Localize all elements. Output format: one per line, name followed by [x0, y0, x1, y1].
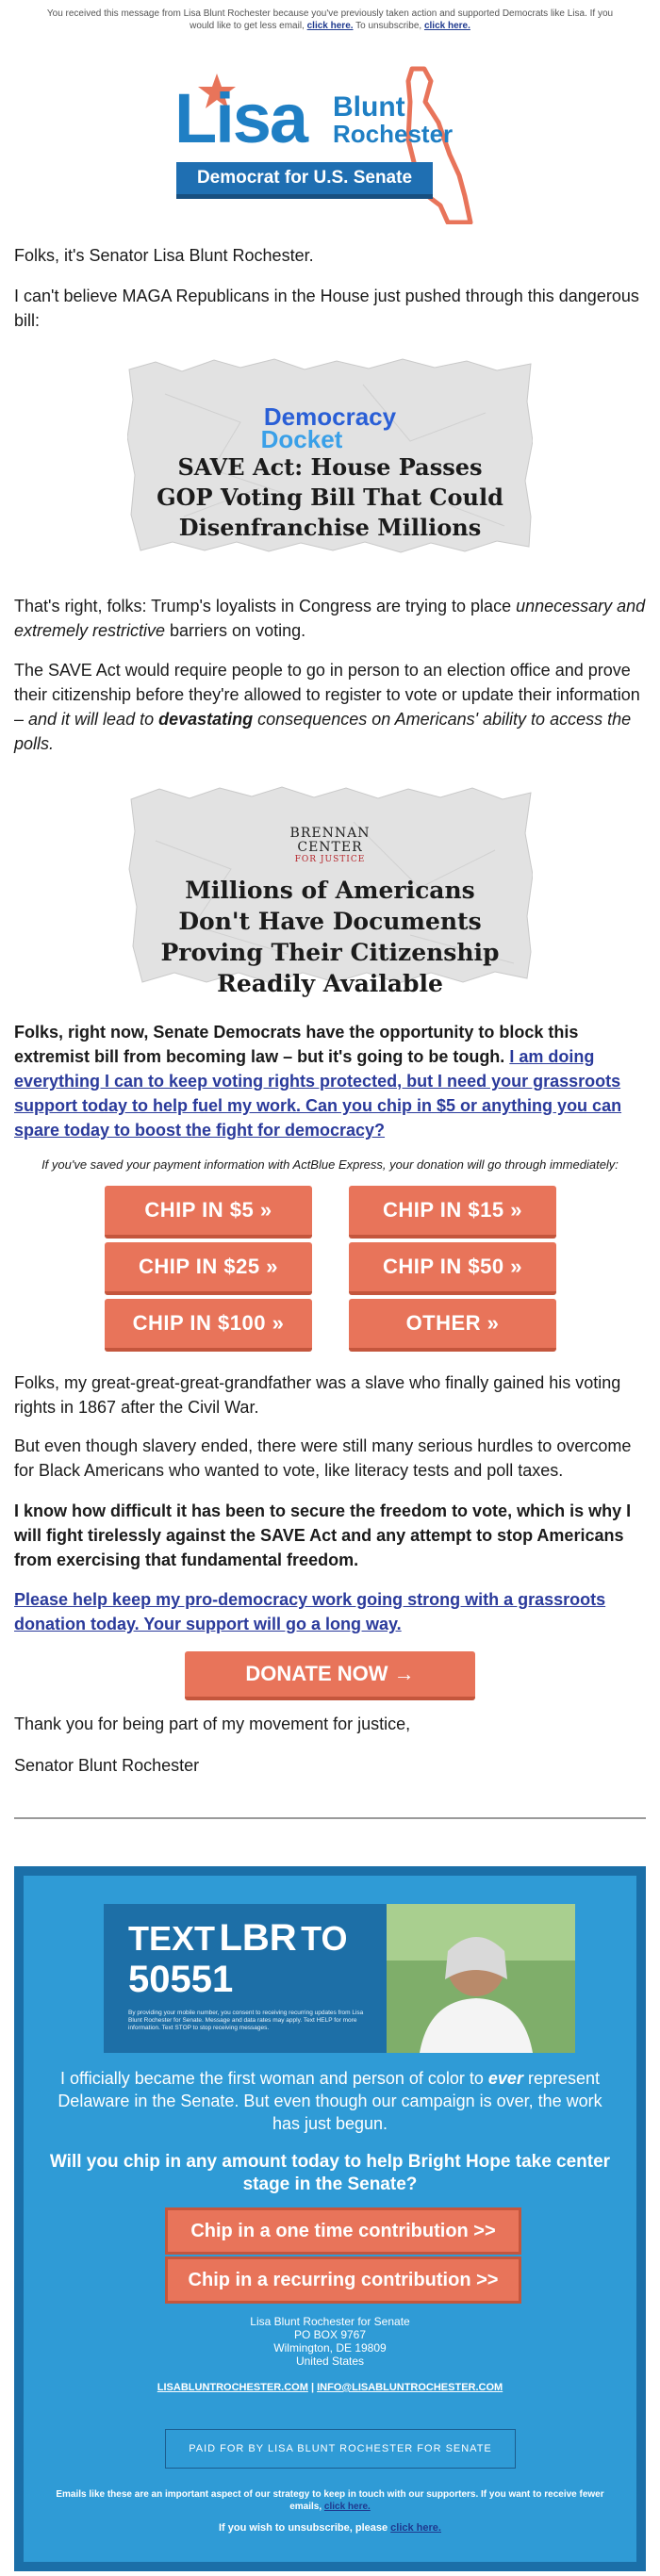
paid-for-by-box: PAID FOR BY LISA BLUNT ROCHESTER FOR SENATE: [165, 2429, 516, 2469]
fewer-emails-link[interactable]: click here.: [323, 2502, 371, 2512]
fewer-emails-note: [42, 2488, 618, 2513]
save-act-paragraph: [14, 658, 646, 756]
logo-first-name: Lisa: [174, 79, 307, 157]
signoff: Senator Blunt Rochester: [14, 1756, 200, 1775]
democracy-docket-article-image: [127, 356, 533, 554]
divider: [14, 1817, 646, 1819]
hurdles-paragraph: But even though slavery ended, there were still many serious hurdles to overcome for Black Americans who wanted to vote, like literacy tests and poll taxes.: [14, 1436, 632, 1480]
footer-p1-emphasis: ever: [487, 2069, 523, 2088]
unsubscribe-link[interactable]: click here.: [423, 21, 470, 31]
logo-tagline-text: Democrat for U.S. Senate: [196, 168, 413, 188]
preheader-notice: [38, 8, 622, 32]
footer-unsubscribe-link[interactable]: click here.: [390, 2522, 441, 2534]
thanks-paragraph: Thank you for being part of my movement for justice,: [14, 1715, 411, 1733]
footer-unsubscribe-note: [42, 2522, 618, 2534]
brennan-center-article-image: [127, 784, 533, 997]
article-headline-1: SAVE Act: House Passes GOP Voting Bill That Could Disenfranchise Millions: [157, 453, 503, 541]
grandfather-paragraph: Folks, my great-great-great-grandfather was a slave who finally gained his voting rights in 1867 after the Civil War.: [14, 1373, 621, 1417]
chip-in-100-button[interactable]: CHIP IN $100 »: [105, 1299, 312, 1352]
chip-in-15-button[interactable]: CHIP IN $15 »: [349, 1186, 556, 1239]
first-woman-paragraph: [42, 2067, 618, 2135]
fight-paragraph: I know how difficult it has been to secure the freedom to vote, which is why I will fight tirelessly against the SAVE Act and any attempt to stop Americans from exercising that fundamental freedom.: [14, 1501, 632, 1569]
p3-text-a: The SAVE Act would require people to go in person to an election office and prove their citizenship before they're allowed to register to vote or update their information –: [14, 661, 640, 729]
campaign-logo: [165, 64, 504, 224]
less-email-link[interactable]: click here.: [306, 21, 354, 31]
city-line: Wilmington, DE 19809: [273, 2341, 387, 2354]
greeting-paragraph: Folks, it's Senator Lisa Blunt Rochester.: [14, 246, 314, 265]
chip-in-50-button[interactable]: CHIP IN $50 »: [349, 1242, 556, 1295]
democracy-docket-logo: [127, 402, 533, 453]
logo-last-name-2: Rochester: [333, 120, 454, 148]
chip-in-5-button[interactable]: CHIP IN $5 »: [105, 1186, 312, 1239]
footer-p1-c: represent Delaware in the Senate. But even though our campaign is over, the work has just begun.: [58, 2069, 602, 2133]
banner-text-word: TEXT: [128, 1919, 216, 1958]
one-time-contribution-button[interactable]: Chip in a one time contribution >>: [165, 2207, 521, 2255]
chip-in-25-button[interactable]: CHIP IN $25 »: [105, 1242, 312, 1295]
intro-paragraph: I can't believe MAGA Republicans in the House just pushed through this dangerous bill:: [14, 287, 639, 330]
banner-to-word: TO: [301, 1919, 348, 1958]
po-box: PO BOX 9767: [293, 2328, 367, 2341]
contact-links: [42, 2382, 618, 2393]
org-name: Lisa Blunt Rochester for Senate: [250, 2315, 410, 2328]
logo-tagline: [176, 162, 433, 194]
logo-ribbon: [176, 194, 433, 199]
contact-separator: |: [307, 2382, 318, 2393]
mailing-address: [42, 2315, 618, 2368]
brennan-word-3: FOR JUSTICE: [294, 855, 366, 864]
p2-text-c: barriers on voting.: [165, 621, 306, 640]
source-word-1: Democracy: [263, 402, 397, 431]
donate-now-button[interactable]: DONATE NOW →: [185, 1651, 475, 1700]
footer-p1-a: I officially became the first woman and person of color to: [60, 2069, 488, 2088]
brennan-center-logo: [127, 827, 533, 865]
actblue-express-caption: If you've saved your payment information with ActBlue Express, your donation will go through immediately:: [41, 1157, 619, 1172]
fewer-emails-text: Emails like these are an important aspect of our strategy to keep in touch with our supporters. If you want to receive fewer emails,: [56, 2489, 604, 2512]
p3-text-d: consequences on Americans' ability to access the polls.: [14, 710, 632, 753]
p3-text-b: and it will lead to: [28, 710, 159, 729]
brennan-word-1: BRENNAN: [289, 826, 371, 841]
grassroots-paragraph: [14, 1587, 646, 1636]
grassroots-donate-link[interactable]: Please help keep my pro-democracy work going strong with a grassroots donation today. Your support will go a long way.: [14, 1590, 606, 1633]
email-link[interactable]: INFO@LISABLUNTROCHESTER.COM: [317, 2382, 503, 2393]
recurring-contribution-button[interactable]: Chip in a recurring contribution >>: [165, 2256, 521, 2304]
article-headline-2: Millions of Americans Don't Have Documents Proving Their Citizenship Readily Available: [160, 877, 500, 997]
bright-hope-paragraph: Will you chip in any amount today to help Bright Hope take center stage in the Senate?: [49, 2152, 611, 2194]
senate-democrats-paragraph: [14, 1020, 646, 1142]
p3-text-c: devastating: [158, 710, 254, 729]
p4-text-a: Folks, right now, Senate Democrats have the opportunity to block this extremist bill from becoming law – but it's going to be tough.: [14, 1023, 579, 1066]
chip-in-appeal-link[interactable]: I am doing everything I can to keep voting rights protected, but I need your grassroots support today to help fuel my work. Can you chip in $5 or anything you can spare today to boost the fight for democracy?: [14, 1047, 622, 1140]
source-word-2: Docket: [260, 425, 343, 453]
logo-last-name-1: Blunt: [333, 91, 405, 123]
text-lbr-banner[interactable]: [104, 1904, 575, 2053]
unsubscribe-text: To unsubscribe,: [355, 21, 422, 31]
country-line: United States: [295, 2354, 365, 2368]
p2-text-emphasis: unnecessary and extremely restrictive: [14, 597, 646, 640]
p2-text-a: That's right, folks: Trump's loyalists in Congress are trying to place: [14, 597, 517, 615]
other-amount-button[interactable]: OTHER »: [349, 1299, 556, 1352]
banner-lbr-word: LBR: [219, 1917, 297, 1959]
footer-unsubscribe-text: If you wish to unsubscribe, please: [219, 2522, 388, 2534]
website-link[interactable]: LISABLUNTROCHESTER.COM: [157, 2382, 308, 2393]
loyalists-paragraph: [14, 594, 646, 643]
footer-section: [14, 1866, 646, 2571]
notice-text: You received this message from Lisa Blunt Rochester because you've previously taken action and supported Democrats like Lisa. If you would like to get less email,: [46, 8, 614, 31]
footer-panel: [24, 1876, 636, 2562]
brennan-word-2: CENTER: [297, 840, 363, 855]
banner-fineprint: By providing your mobile number, you consent to receiving recurring updates from Lisa Blunt Rochester for Senate. Message and data rates may apply. Text HELP for more information. Text STOP to stop receiving messages.: [128, 2010, 364, 2031]
banner-number: 50551: [128, 1959, 234, 2000]
